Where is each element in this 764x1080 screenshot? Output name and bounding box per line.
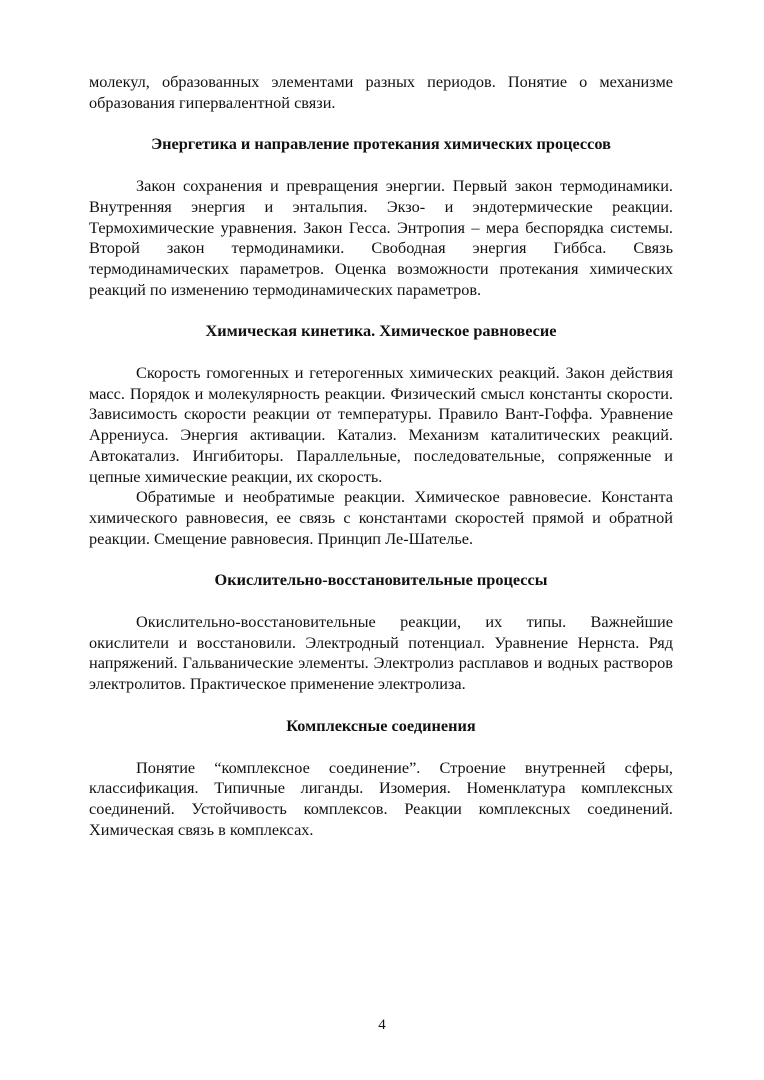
- section-paragraph: Обратимые и необратимые реакции. Химическое равновесие. Константа химического равновесия, ее связь с константами скоростей прямой и обратной реакции. Смещение равновесия. Принцип Ле-Шателье.: [89, 487, 673, 548]
- section-paragraph: Закон сохранения и превращения энергии. Первый закон термодинамики. Внутренняя энергия и энтальпия. Экзо- и эндотермические реакции. Термохимические уравнения. Закон Гесса. Энтропия – мера беспорядка системы. Второй закон термодинамики. Свободная энергия Гиббса. Связь термодинамических параметров. Оценка возможности протекания химических реакций по изменению термодинамических параметров.: [89, 176, 673, 299]
- intro-paragraph: молекул, образованных элементами разных периодов. Понятие о механизме образования гипервалентной связи.: [89, 72, 673, 112]
- section-heading-kinetics: Химическая кинетика. Химическое равновесие: [205, 321, 557, 341]
- page-number: 4: [378, 1017, 386, 1033]
- section-heading-redox: Окислительно-восстановительные процессы: [214, 570, 548, 590]
- page-body: [89, 72, 673, 840]
- section-paragraph: Скорость гомогенных и гетерогенных химических реакций. Закон действия масс. Порядок и молекулярность реакции. Физический смысл константы скорости. Зависимость скорости реакции от температуры. Правило Вант-Гоффа. Уравнение Аррениуса. Энергия активации. Катализ. Механизм каталитических реакций. Автокатализ. Ингибиторы. Параллельные, последовательные, сопряженные и цепные химические реакции, их скорость.: [89, 363, 673, 486]
- section-heading-complex-compounds: Комплексные соединения: [286, 715, 476, 735]
- section-paragraph: Окислительно-восстановительные реакции, их типы. Важнейшие окислители и восстановили. Электродный потенциал. Уравнение Нернста. Ряд напряжений. Гальванические элементы. Электролиз расплавов и водных растворов электролитов. Практическое применение электролиза.: [89, 612, 673, 694]
- section-paragraph: Понятие “комплексное соединение”. Строение внутренней сферы, классификация. Типичные лиганды. Изомерия. Номенклатура комплексных соединений. Устойчивость комплексов. Реакции комплексных соединений. Химическая связь в комплексах.: [89, 757, 673, 839]
- section-heading-energetics: Энергетика и направление протекания химических процессов: [151, 134, 611, 154]
